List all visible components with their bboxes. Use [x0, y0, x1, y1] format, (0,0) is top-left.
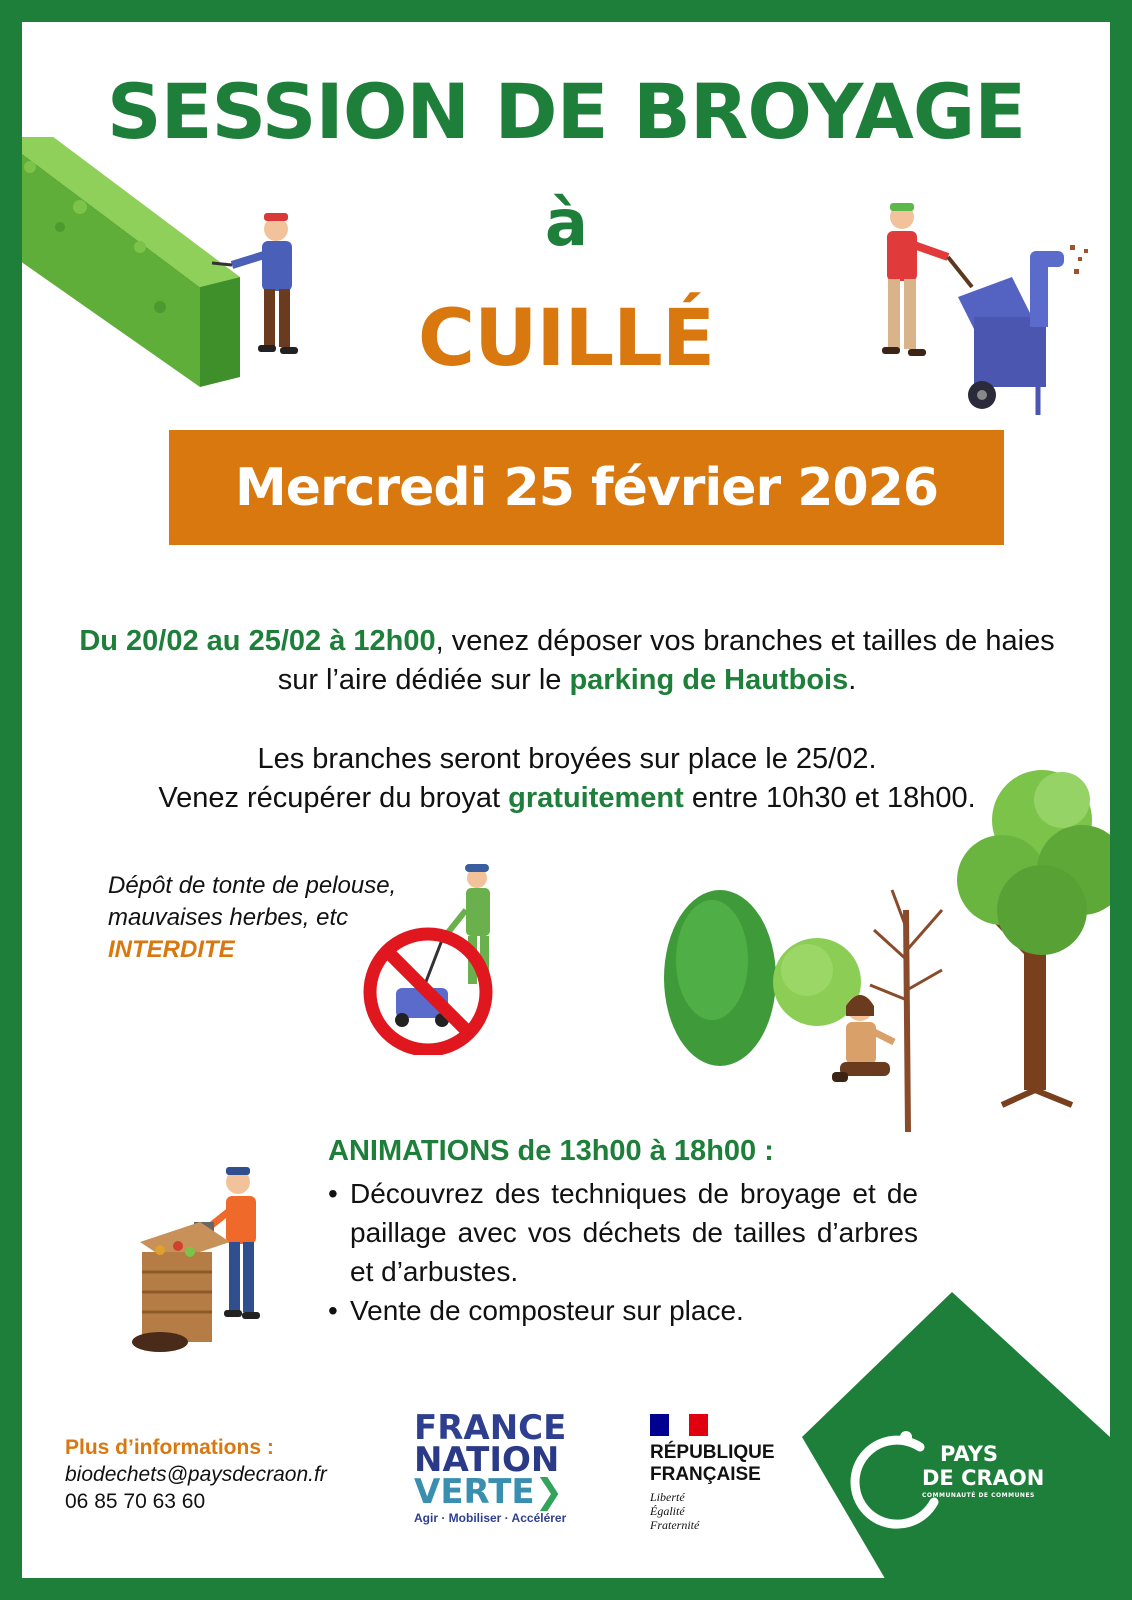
date-banner: Mercredi 25 février 2026	[169, 430, 1004, 545]
fnv-verte: VERTE	[414, 1472, 535, 1512]
pdc-wordmark	[922, 1442, 1072, 1499]
french-flag-icon	[650, 1414, 708, 1436]
rf-motto-3: Fraternité	[650, 1518, 700, 1532]
intro-dates: Du 20/02 au 25/02 à 12h00	[79, 625, 436, 657]
trees-pruning-illustration	[642, 760, 1110, 1140]
pdc-subtitle: COMMUNAUTÉ DE COMMUNES	[922, 1492, 1035, 1499]
fnv-line-2: NATION	[414, 1440, 560, 1480]
rf-motto-1: Liberté	[650, 1490, 685, 1504]
title-line-1: SESSION DE BROYAGE	[106, 67, 1026, 156]
rf-motto-2: Égalité	[650, 1504, 685, 1518]
list-item: • Vente de composteur sur place.	[328, 1291, 918, 1330]
hedge-trimming-illustration	[22, 137, 320, 397]
contact-block	[65, 1434, 327, 1515]
intro-paragraph	[62, 622, 1072, 700]
contact-phone[interactable]: 06 85 70 63 60	[65, 1490, 206, 1513]
title-line-2: à	[544, 187, 588, 261]
fnv-line-1: FRANCE	[414, 1408, 567, 1448]
rf-motto	[650, 1490, 810, 1532]
intro-text-1: , venez déposer vos branches et tailles de haies sur l’aire dédiée sur le	[277, 625, 1055, 696]
pays-de-craon-logo	[802, 1292, 1110, 1578]
rf-name	[650, 1442, 810, 1486]
pdc-line-1: PAYS	[940, 1442, 999, 1466]
intro-location: parking de Hautbois	[569, 664, 849, 696]
wood-chipper-illustration	[862, 197, 1092, 427]
fnv-line-3	[414, 1472, 590, 1512]
warning-block	[108, 870, 396, 966]
pickup-line-1: Les branches seront broyées sur place le 25/02.	[257, 743, 877, 775]
rf-name-line-1: RÉPUBLIQUE	[650, 1442, 775, 1463]
chevron-right-icon: ❯	[534, 1472, 564, 1512]
animations-title: ANIMATIONS de 13h00 à 18h00 :	[328, 1135, 774, 1167]
pickup-line-2-after: entre 10h30 et 18h00.	[683, 782, 976, 814]
title-town: CUILLÉ	[417, 294, 715, 384]
rf-name-line-2: FRANÇAISE	[650, 1464, 761, 1485]
warning-line-1: Dépôt de tonte de pelouse,	[108, 872, 397, 899]
no-lawnmower-icon	[362, 860, 527, 1055]
intro-text-2: .	[848, 664, 857, 696]
france-nation-verte-logo	[414, 1408, 590, 1536]
contact-title: Plus d’informations :	[65, 1436, 274, 1459]
pdc-line-2: DE CRAON	[922, 1466, 1045, 1490]
warning-line-2: mauvaises herbes, etc	[108, 904, 349, 931]
pickup-line-2-before: Venez récupérer du broyat	[158, 782, 509, 814]
contact-email[interactable]: biodechets@paysdecraon.fr	[65, 1463, 327, 1486]
fnv-tagline: Agir · Mobiliser · Accélérer	[414, 1511, 567, 1525]
list-item: • Découvrez des techniques de broyage et de paillage avec vos déchets de tailles d’arbres et d’arbustes.	[328, 1174, 918, 1291]
republique-francaise-logo	[650, 1414, 810, 1544]
compost-illustration	[130, 1162, 290, 1352]
poster	[22, 22, 1110, 1578]
pickup-free: gratuitement	[508, 782, 684, 814]
warning-forbidden: INTERDITE	[108, 936, 235, 963]
